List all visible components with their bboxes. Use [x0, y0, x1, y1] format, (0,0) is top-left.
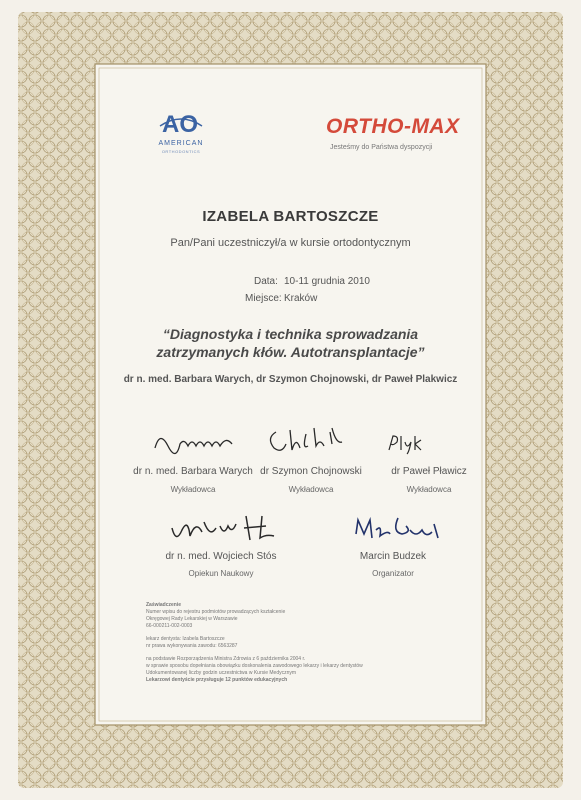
signature-warych-icon: [150, 428, 240, 458]
signatory-5-name: Marcin Budzek: [359, 551, 427, 562]
place-value: Kraków: [284, 293, 318, 304]
signatory-1-name: dr n. med. Barbara Warych: [133, 466, 253, 477]
signature-stos-icon: [166, 508, 286, 548]
signatory-2-name: dr Szymon Chojnowski: [260, 466, 362, 477]
footer-line-9: Lekarzowi dentyście przysługuje 12 punktów edukacyjnych: [146, 677, 288, 683]
signature-budzek-icon: [346, 512, 466, 552]
signature-chojnowski-icon: [262, 424, 352, 458]
course-title-line1: “Diagnostyka i technika sprowadzania: [162, 326, 419, 342]
footer-line-7: w sprawie sposobu dopełniania obowiązku doskonalenia zawodowego lekarzy i lekarzy dentystów: [146, 663, 363, 669]
footer-heading: Zaświadczenie: [146, 602, 182, 608]
footer-line-8: Udokumentowanej liczby godzin uczestnictwa w Kursie Medycznym: [146, 670, 297, 676]
signature-plakwicz-icon: [385, 432, 445, 456]
ortho-max-logo: ORTHO-MAX: [326, 115, 460, 138]
ao-logo-icon: [158, 108, 204, 140]
participation-text: Pan/Pani uczestniczył/a w kursie ortodontycznym: [170, 237, 411, 249]
ortho-max-tagline: Jesteśmy do Państwa dyspozycji: [330, 144, 433, 151]
footer-notes: [146, 602, 446, 684]
footer-line-6: na podstawie Rozporządzenia Ministra Zdrowia z 6 października 2004 r.: [146, 656, 306, 662]
date-label: Data:: [254, 276, 278, 287]
signatory-5-role: Organizator: [372, 569, 414, 578]
footer-line-4: lekarz dentysta: Izabela Bartoszcze: [146, 636, 225, 642]
date-value: 10-11 grudnia 2010: [284, 276, 370, 287]
footer-line-2: Okręgowej Rady Lekarskiej w Warszawie: [146, 616, 238, 622]
signatory-3-role: Wykładowca: [406, 485, 452, 494]
ao-logo-text: AMERICAN: [158, 140, 204, 147]
signatory-4-name: dr n. med. Wojciech Stós: [165, 551, 277, 562]
svg-text:AO: AO: [162, 111, 198, 138]
course-authors: dr n. med. Barbara Warych, dr Szymon Chojnowski, dr Paweł Plakwicz: [123, 374, 458, 385]
signatory-4-role: Opiekun Naukowy: [188, 569, 254, 578]
ao-logo-subtext: ORTHODONTICS: [161, 149, 201, 154]
signatory-1-role: Wykładowca: [170, 485, 216, 494]
participant-name: IZABELA BARTOSZCZE: [202, 208, 379, 225]
course-title: [103, 325, 478, 361]
signatory-3-name: dr Paweł Pławicz: [391, 466, 467, 477]
footer-line-5: nr prawa wykonywania zawodu: 6563287: [146, 643, 238, 649]
signatory-2-role: Wykładowca: [288, 485, 334, 494]
place-label: Miejsce:: [245, 293, 282, 304]
course-title-line2: zatrzymanych kłów. Autotransplantacje”: [156, 344, 425, 360]
footer-line-1: Numer wpisu do rejestru podmiotów prowadzących kształcenie: [146, 609, 286, 615]
footer-line-3: 66-000211-002-0003: [146, 623, 193, 629]
